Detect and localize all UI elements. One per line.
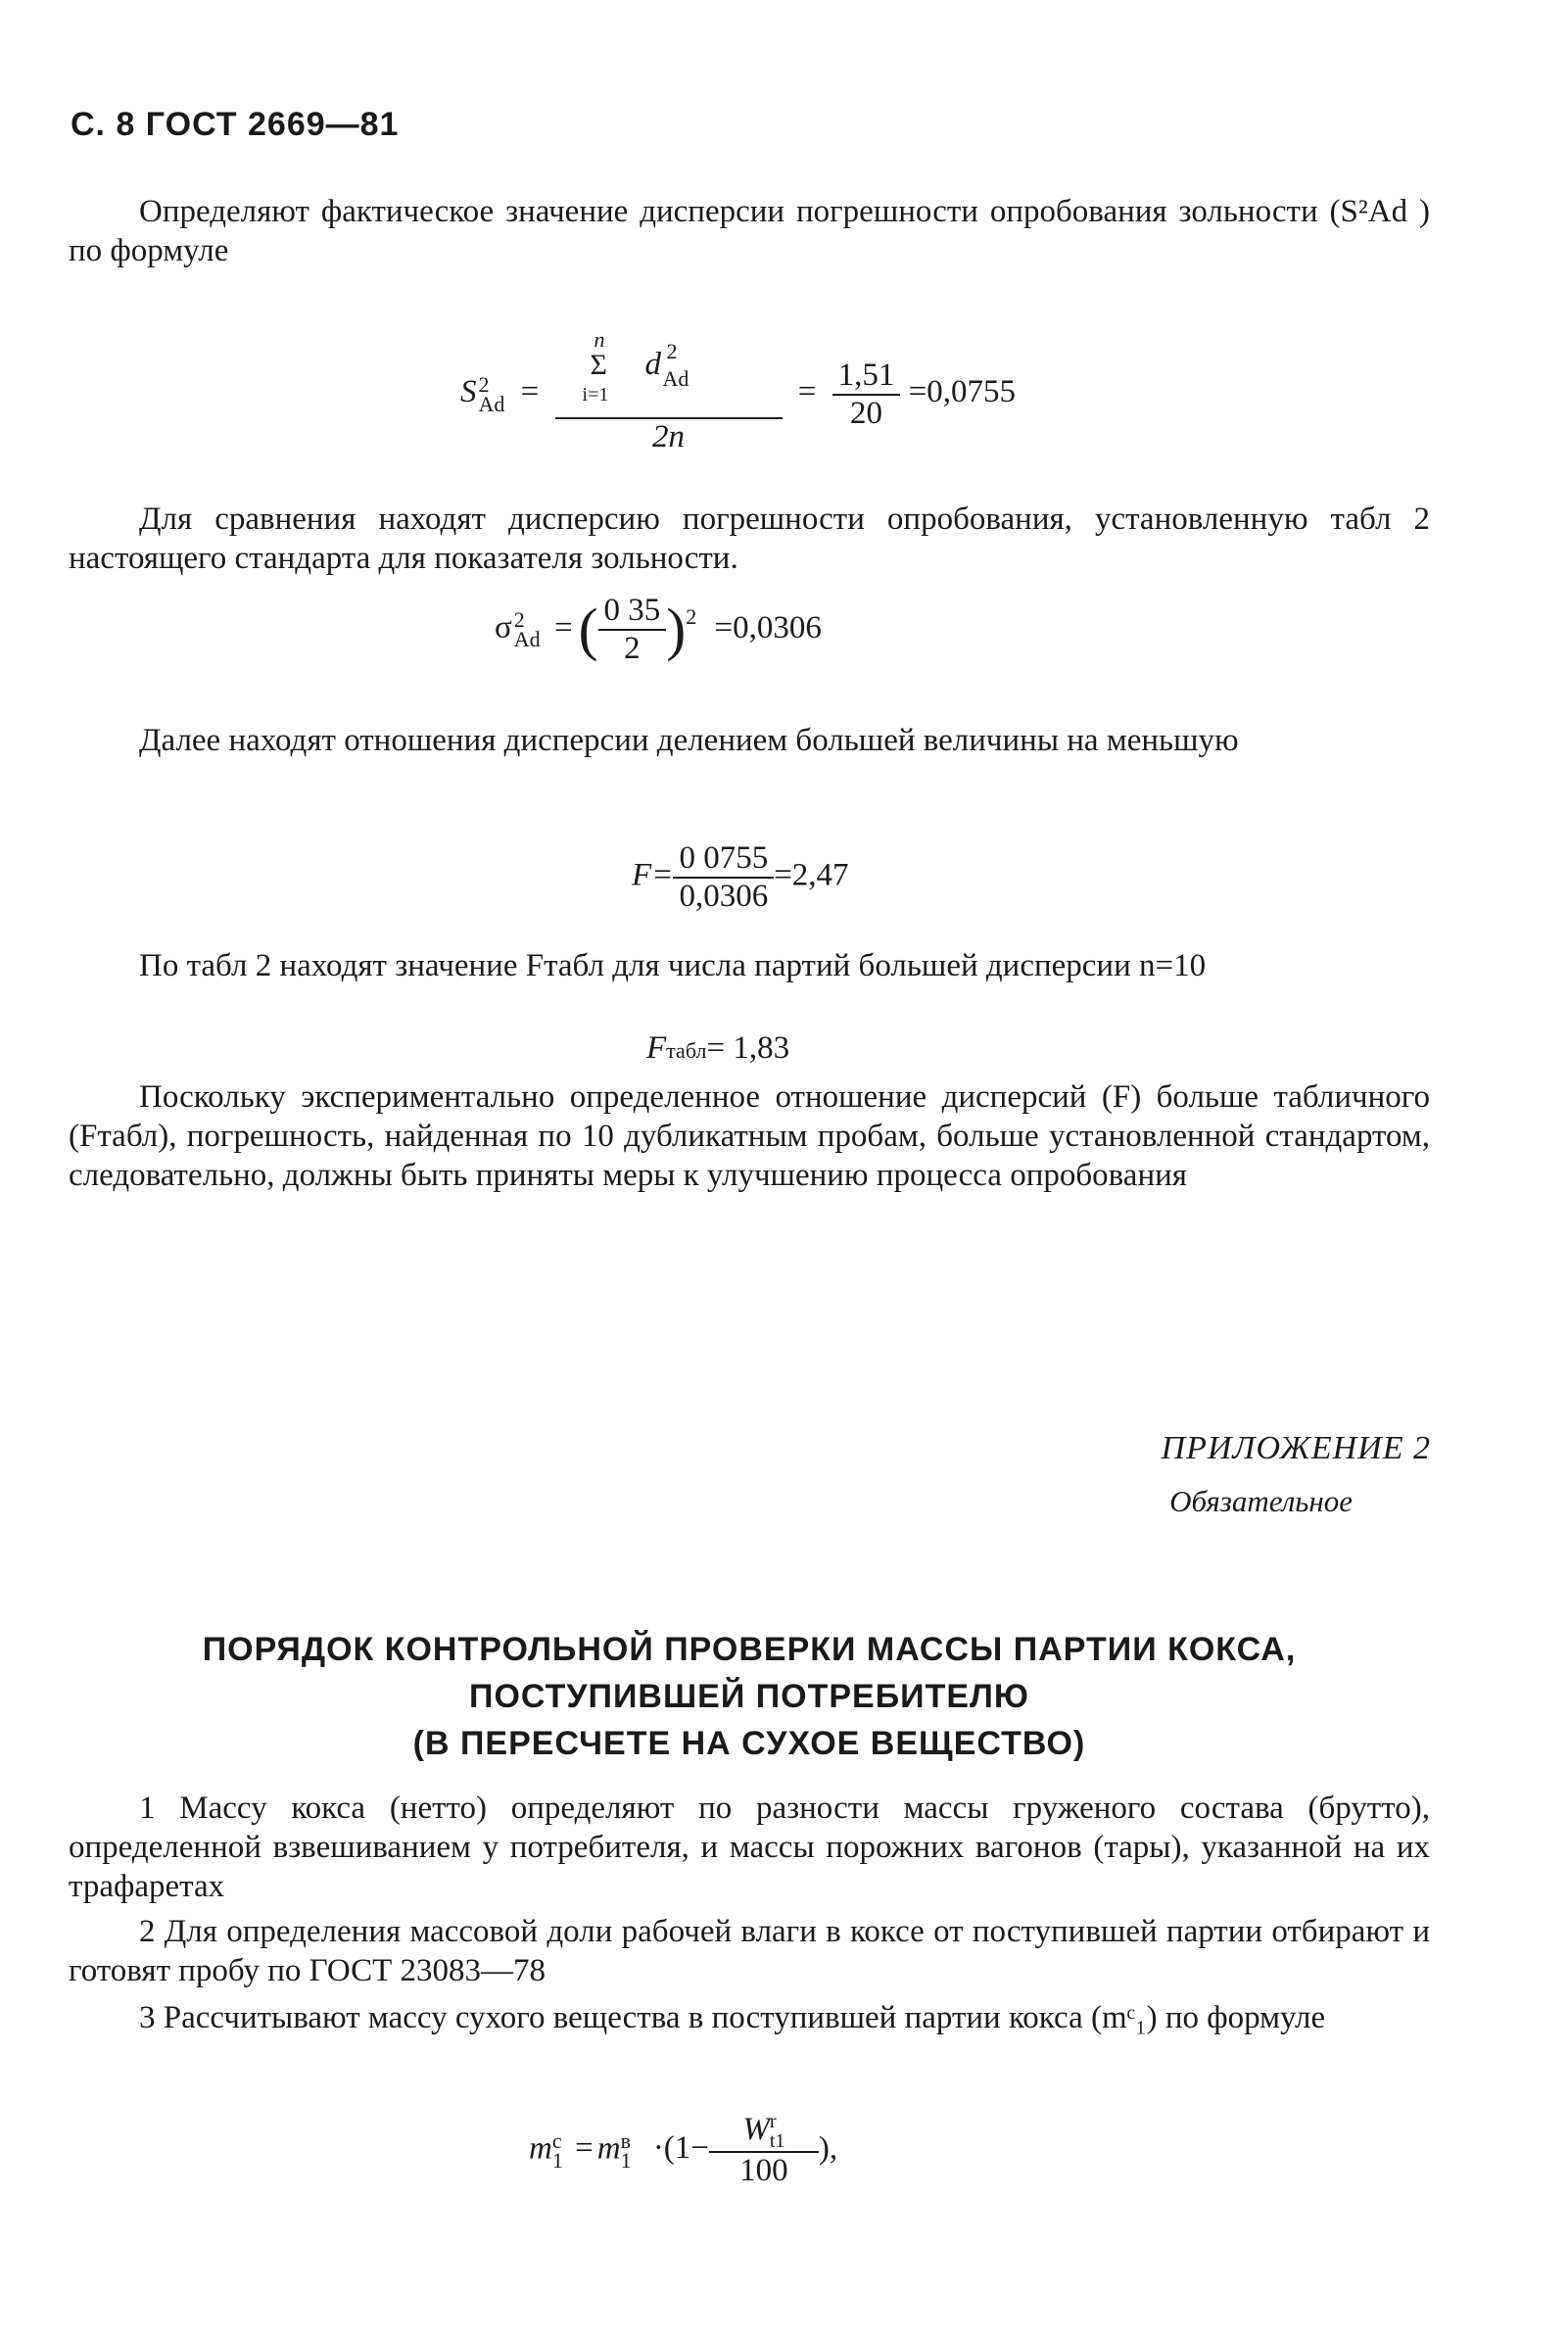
- eq1-sum-sign: Σ: [590, 349, 607, 381]
- eq3-fraction: [673, 840, 774, 915]
- eq1-frac2-num: 1,51: [832, 358, 901, 396]
- eq1-fraction-values: [832, 358, 901, 432]
- eq5-fraction: [709, 2112, 819, 2189]
- eq1-sum-bottom: i=1: [582, 384, 609, 406]
- paragraph-4: [69, 946, 1430, 985]
- section-title-line-2: ПОСТУПИВШЕЙ ПОТРЕБИТЕЛЮ: [469, 1678, 1029, 1715]
- section-title: [69, 1626, 1430, 1767]
- item-1-text: 1 Массу кокса (нетто) определяют по разности массы груженого состава (брутто), определенной взвешиванием у потребителя, и массы порожних вагонов (тары), указанной на их трафаретах: [69, 1791, 1430, 1904]
- item-2-text: 2 Для определения массовой доли рабочей влаги в коксе от поступившей партии отбирают и готовят пробу по ГОСТ 23083—78: [69, 1914, 1430, 1988]
- eq2-result: =0,0306: [714, 609, 822, 645]
- eq2-den: 2: [624, 631, 641, 666]
- eq5-rhs-base: m: [596, 2130, 621, 2167]
- page-header: С. 8 ГОСТ 2669—81: [71, 106, 400, 143]
- paragraph-5: [69, 1077, 1430, 1195]
- eq3-num: 0 0755: [673, 840, 774, 879]
- eq1-num-sub: Ad: [662, 366, 689, 391]
- eq5-lhs-sup: с: [551, 2127, 562, 2153]
- appendix-status: Обязательное: [1169, 1484, 1353, 1518]
- eq1-lhs-base: S: [460, 374, 477, 410]
- item-3: [69, 1998, 1430, 2037]
- eq2-lhs-sub: Ad: [513, 627, 541, 651]
- section-title-line-1: ПОРЯДОК КОНТРОЛЬНОЙ ПРОВЕРКИ МАССЫ ПАРТИИ КОКСА,: [202, 1631, 1297, 1668]
- eq5-num-sub: t1: [769, 2130, 785, 2153]
- appendix-label: ПРИЛОЖЕНИЕ 2: [1161, 1430, 1431, 1466]
- paragraph-4-text: По табл 2 находят значение Fтабл для числа партий большей дисперсии n=10: [139, 948, 1207, 983]
- eq3-lhs: F=: [632, 857, 674, 893]
- paragraph-5-text: Поскольку экспериментально определенное отношение дисперсий (F) больше табличного (Fтабл), погрешность, найденная по 10 дубликатным пробам, больше установленной стандартом, следовательно, должны быть приняты меры к улучшению процесса опробования: [69, 1079, 1430, 1193]
- item-1: [69, 1789, 1430, 1906]
- eq1-frac2-den: 20: [850, 395, 883, 431]
- eq5-tail: ),: [818, 2130, 838, 2167]
- paragraph-1-text: Определяют фактическое значение дисперсии погрешности опробования зольности (S²Ad ) по формуле: [69, 194, 1430, 268]
- eq3-result: =2,47: [774, 857, 849, 893]
- eq5-mid: ·(1−: [652, 2130, 709, 2167]
- eq4-base: F: [646, 1030, 667, 1066]
- eq2-lhs-sup: 2: [513, 607, 525, 632]
- eq5-rhs-sub: 1: [620, 2147, 632, 2173]
- equation-f-table: [646, 1030, 789, 1067]
- eq1-fraction-main: [555, 327, 783, 455]
- equation-sample-variance: S 2 Ad = n Σ i=1 d 2 Ad 2n = $\frac{1,51}{20}$ =0,0755: [460, 327, 1017, 454]
- paragraph-2-text: Для сравнения находят дисперсию погрешности опробования, установленную табл 2 настоящего стандарта для показателя зольности.: [69, 502, 1430, 576]
- equation-dry-mass: [529, 2112, 837, 2189]
- eq2-power: 2: [686, 603, 697, 629]
- paragraph-3: [69, 721, 1430, 760]
- eq5-equals: =: [575, 2130, 594, 2167]
- paragraph-3-text: Далее находят отношения дисперсии делением большей величины на меньшую: [139, 723, 1239, 758]
- eq3-den: 0,0306: [679, 879, 769, 914]
- eq5-den: 100: [739, 2153, 788, 2189]
- item-2: [69, 1912, 1430, 1990]
- eq1-denominator: 2n: [652, 419, 686, 454]
- eq1-num-sup: 2: [666, 339, 678, 363]
- eq4-rest: = 1,83: [706, 1030, 790, 1066]
- eq1-sum-top: n: [594, 327, 605, 352]
- equation-f-ratio: [632, 840, 849, 915]
- eq2-num: 0 35: [598, 593, 667, 631]
- paragraph-2: [69, 500, 1430, 578]
- eq2-fraction: [598, 593, 667, 667]
- eq5-num-sup: r: [769, 2111, 777, 2133]
- eq5-lhs-base: m: [529, 2130, 552, 2167]
- item-3-text: 3 Рассчитывают массу сухого вещества в поступившей партии кокса (mᶜ₁) по формуле: [139, 2000, 1326, 2035]
- eq4-sub: табл: [666, 1038, 707, 1063]
- section-title-line-3: (В ПЕРЕСЧЕТЕ НА СУХОЕ ВЕЩЕСТВО): [412, 1725, 1086, 1762]
- eq1-result: =0,0755: [908, 374, 1017, 410]
- eq5-num-base: W: [742, 2112, 770, 2147]
- eq2-lhs-base: σ: [495, 609, 512, 645]
- eq1-num-term: d: [644, 347, 662, 382]
- eq1-lhs-sub: Ad: [478, 391, 505, 416]
- eq5-lhs-sub: 1: [551, 2147, 563, 2173]
- eq5-rhs-sup: в: [620, 2127, 631, 2153]
- eq1-lhs-sup: 2: [478, 371, 490, 397]
- paragraph-1: [69, 192, 1430, 270]
- equation-standard-variance: σ 2 Ad = ( $\frac{0 35}{2}$ )$^2$ =0,0306: [495, 593, 822, 666]
